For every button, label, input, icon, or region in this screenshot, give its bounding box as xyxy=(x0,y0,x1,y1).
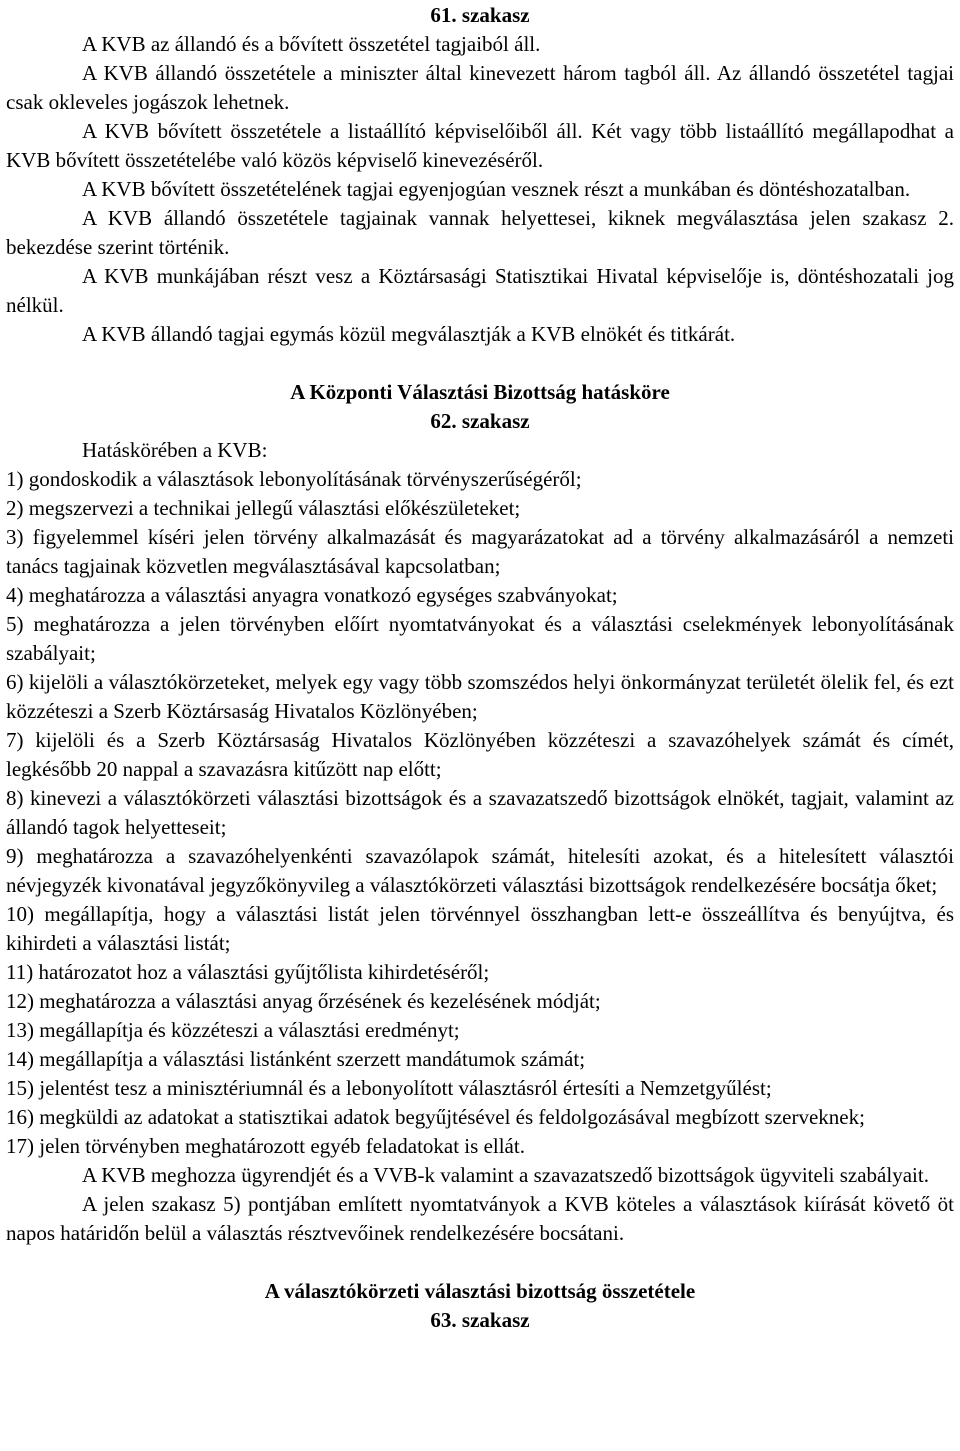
list-item: 9) meghatározza a szavazóhelyenkénti szavazólapok számát, hitelesíti azokat, és a hitelesített választói névjegyzék kivonatával jegyzőkönyvileg a választókörzeti választási bizottságok rendelkezésére bocsátja őket; xyxy=(6,844,954,897)
spacer xyxy=(6,1248,954,1277)
section-63-heading: 63. szakasz xyxy=(430,1308,530,1332)
list-item: 17) jelen törvényben meghatározott egyéb feladatokat is ellát. xyxy=(6,1134,525,1158)
spacer xyxy=(6,349,954,378)
section-63-title: A választókörzeti választási bizottság összetétele xyxy=(264,1279,696,1303)
list-item: 5) meghatározza a jelen törvényben előírt nyomtatványokat és a választási cselekmények lebonyolításának szabályait; xyxy=(6,612,954,665)
list-item: 11) határozatot hoz a választási gyűjtőlista kihirdetéséről; xyxy=(6,960,490,984)
paragraph: A KVB az állandó és a bővített összetétel tagjaiból áll. xyxy=(82,32,541,56)
list-item: 1) gondoskodik a választások lebonyolításának törvényszerűségéről; xyxy=(6,467,582,491)
paragraph: A KVB munkájában részt vesz a Köztársasági Statisztikai Hivatal képviselője is, döntéshozatali jog nélkül. xyxy=(6,264,954,317)
paragraph: A KVB állandó összetétele a miniszter által kinevezett három tagból áll. Az állandó összetétel tagjai csak okleveles jogászok lehetnek. xyxy=(6,61,954,114)
list-item: 8) kinevezi a választókörzeti választási bizottságok és a szavazatszedő bizottságok elnökét, tagjait, valamint az állandó tagok helyetteseit; xyxy=(6,786,954,839)
paragraph: A KVB állandó összetétele tagjainak vannak helyettesei, kiknek megválasztása jelen szakasz 2. bekezdése szerint történik. xyxy=(6,206,954,259)
list-item: 3) figyelemmel kíséri jelen törvény alkalmazását és magyarázatokat ad a törvény alkalmazásáról a nemzeti tanács tagjainak közvetlen megválasztásával kapcsolatban; xyxy=(6,525,954,578)
list-item: 7) kijelöli és a Szerb Köztársaság Hivatalos Közlönyében közzéteszi a szavazóhelyek számát és címét, legkésőbb 20 nappal a szavazásra kitűzött nap előtt; xyxy=(6,728,954,781)
list-item: 2) megszervezi a technikai jellegű választási előkészületeket; xyxy=(6,496,521,520)
document-page xyxy=(6,0,954,1335)
section-62-intro: Hatáskörében a KVB: xyxy=(82,438,268,462)
paragraph: A KVB meghozza ügyrendjét és a VVB-k valamint a szavazatszedő bizottságok ügyviteli szabályait. xyxy=(82,1163,929,1187)
list-item: 15) jelentést tesz a minisztériumnál és a lebonyolított választásról értesíti a Nemzetgyűlést; xyxy=(6,1076,772,1100)
paragraph: A KVB bővített összetételének tagjai egyenjogúan vesznek részt a munkában és döntéshozatalban. xyxy=(82,177,911,201)
section-62-heading: 62. szakasz xyxy=(430,409,530,433)
list-item: 6) kijelöli a választókörzeteket, melyek egy vagy több szomszédos helyi önkormányzat területét ölelik fel, és ezt közzéteszi a Szerb Köztársaság Hivatalos Közlönyében; xyxy=(6,670,954,723)
list-item: 12) meghatározza a választási anyag őrzésének és kezelésének módját; xyxy=(6,989,601,1013)
list-item: 14) megállapítja a választási listánként szerzett mandátumok számát; xyxy=(6,1047,586,1071)
paragraph: A KVB állandó tagjai egymás közül megválasztják a KVB elnökét és titkárát. xyxy=(82,322,736,346)
list-item: 10) megállapítja, hogy a választási listát jelen törvénnyel összhangban lett-e összeállítva és benyújtva, és kihirdeti a választási listát; xyxy=(6,902,954,955)
paragraph: A KVB bővített összetétele a listaállító képviselőiből áll. Két vagy több listaállító megállapodhat a KVB bővített összetételébe való közös képviselő kinevezéséről. xyxy=(6,119,954,172)
section-61-heading: 61. szakasz xyxy=(430,3,530,27)
list-item: 13) megállapítja és közzéteszi a választási eredményt; xyxy=(6,1018,460,1042)
list-item: 4) meghatározza a választási anyagra vonatkozó egységes szabványokat; xyxy=(6,583,618,607)
list-item: 16) megküldi az adatokat a statisztikai adatok begyűjtésével és feldolgozásával megbízott szerveknek; xyxy=(6,1105,865,1129)
section-62-title: A Központi Választási Bizottság hatásköre xyxy=(290,380,670,404)
paragraph: A jelen szakasz 5) pontjában említett nyomtatványok a KVB köteles a választások kiírását követő öt napos határidőn belül a választás résztvevőinek rendelkezésére bocsátani. xyxy=(6,1192,954,1245)
